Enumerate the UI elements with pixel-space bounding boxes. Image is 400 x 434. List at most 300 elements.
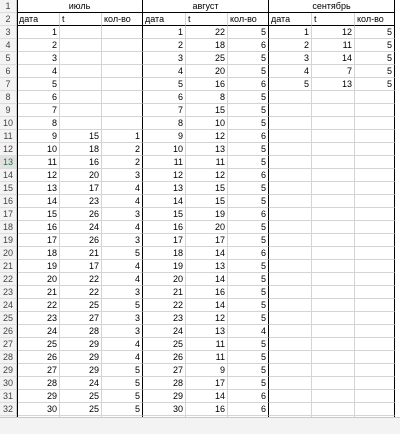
data-cell[interactable]: 14 (186, 247, 228, 260)
data-cell[interactable]: 14 (186, 273, 228, 286)
empty-cell[interactable] (312, 312, 355, 325)
empty-cell[interactable] (355, 390, 395, 403)
empty-cell[interactable] (355, 351, 395, 364)
empty-cell[interactable] (312, 156, 355, 169)
data-cell[interactable]: 17 (186, 377, 228, 390)
data-cell[interactable]: 21 (143, 286, 186, 299)
data-cell[interactable]: 13 (143, 182, 186, 195)
data-cell[interactable]: 29 (60, 364, 102, 377)
data-cell[interactable]: 16 (60, 156, 102, 169)
data-cell[interactable]: 10 (143, 143, 186, 156)
data-cell[interactable]: 13 (186, 325, 228, 338)
row-header[interactable]: 22 (0, 273, 17, 286)
data-cell[interactable]: 5 (228, 65, 269, 78)
data-cell[interactable]: 22 (186, 26, 228, 39)
empty-cell[interactable] (269, 312, 312, 325)
empty-cell[interactable] (269, 286, 312, 299)
empty-cell[interactable] (355, 338, 395, 351)
empty-cell[interactable] (102, 65, 143, 78)
row-header[interactable]: 16 (0, 195, 17, 208)
row-header[interactable]: 31 (0, 390, 17, 403)
empty-cell[interactable] (102, 26, 143, 39)
row-header[interactable]: 3 (0, 26, 17, 39)
data-cell[interactable]: 30 (17, 403, 60, 416)
data-cell[interactable]: 22 (17, 299, 60, 312)
data-cell[interactable]: 17 (143, 234, 186, 247)
data-cell[interactable]: 5 (228, 143, 269, 156)
empty-cell[interactable] (60, 39, 102, 52)
data-cell[interactable]: 5 (102, 390, 143, 403)
empty-cell[interactable] (355, 273, 395, 286)
row-header[interactable]: 7 (0, 78, 17, 91)
header-september[interactable]: сентябрь (269, 0, 395, 13)
data-cell[interactable]: 15 (186, 182, 228, 195)
data-cell[interactable]: 5 (355, 65, 395, 78)
row-header[interactable]: 32 (0, 403, 17, 416)
empty-cell[interactable] (60, 104, 102, 117)
empty-cell[interactable] (355, 195, 395, 208)
empty-cell[interactable] (355, 143, 395, 156)
column-header-t[interactable]: t (60, 13, 102, 26)
data-cell[interactable]: 8 (17, 117, 60, 130)
data-cell[interactable]: 20 (186, 65, 228, 78)
data-cell[interactable]: 17 (17, 234, 60, 247)
empty-cell[interactable] (355, 234, 395, 247)
data-cell[interactable]: 25 (60, 403, 102, 416)
data-cell[interactable]: 25 (17, 338, 60, 351)
data-cell[interactable]: 4 (102, 260, 143, 273)
empty-cell[interactable] (355, 169, 395, 182)
data-cell[interactable]: 17 (60, 182, 102, 195)
data-cell[interactable]: 20 (143, 273, 186, 286)
empty-cell[interactable] (269, 91, 312, 104)
data-cell[interactable]: 17 (186, 234, 228, 247)
data-cell[interactable]: 28 (143, 377, 186, 390)
data-cell[interactable]: 2 (143, 39, 186, 52)
data-cell[interactable]: 15 (186, 195, 228, 208)
data-cell[interactable]: 12 (186, 169, 228, 182)
empty-cell[interactable] (312, 247, 355, 260)
empty-cell[interactable] (60, 65, 102, 78)
data-cell[interactable]: 11 (312, 39, 355, 52)
data-cell[interactable]: 5 (228, 338, 269, 351)
data-cell[interactable]: 5 (355, 78, 395, 91)
empty-cell[interactable] (269, 325, 312, 338)
empty-cell[interactable] (102, 78, 143, 91)
empty-cell[interactable] (60, 26, 102, 39)
data-cell[interactable]: 15 (17, 208, 60, 221)
data-cell[interactable]: 8 (143, 117, 186, 130)
data-cell[interactable]: 12 (186, 130, 228, 143)
data-cell[interactable]: 4 (102, 182, 143, 195)
data-cell[interactable]: 2 (102, 143, 143, 156)
data-cell[interactable]: 4 (102, 351, 143, 364)
empty-cell[interactable] (355, 247, 395, 260)
empty-cell[interactable] (355, 208, 395, 221)
row-header[interactable]: 17 (0, 208, 17, 221)
empty-cell[interactable] (312, 338, 355, 351)
data-cell[interactable]: 6 (143, 91, 186, 104)
data-cell[interactable]: 26 (17, 351, 60, 364)
data-cell[interactable]: 16 (186, 286, 228, 299)
empty-cell[interactable] (269, 351, 312, 364)
empty-cell[interactable] (355, 221, 395, 234)
data-cell[interactable]: 5 (102, 403, 143, 416)
data-cell[interactable]: 5 (228, 195, 269, 208)
data-cell[interactable]: 5 (228, 117, 269, 130)
empty-cell[interactable] (312, 182, 355, 195)
empty-cell[interactable] (269, 117, 312, 130)
data-cell[interactable]: 11 (17, 156, 60, 169)
empty-cell[interactable] (269, 182, 312, 195)
data-cell[interactable]: 18 (143, 247, 186, 260)
row-header[interactable]: 28 (0, 351, 17, 364)
empty-cell[interactable] (312, 91, 355, 104)
data-cell[interactable]: 14 (186, 299, 228, 312)
row-header[interactable]: 6 (0, 65, 17, 78)
header-august[interactable]: август (143, 0, 269, 13)
data-cell[interactable]: 12 (17, 169, 60, 182)
data-cell[interactable]: 10 (17, 143, 60, 156)
data-cell[interactable]: 5 (228, 299, 269, 312)
data-cell[interactable]: 3 (102, 234, 143, 247)
data-cell[interactable]: 13 (17, 182, 60, 195)
data-cell[interactable]: 27 (143, 364, 186, 377)
row-header[interactable]: 10 (0, 117, 17, 130)
row-header[interactable]: 12 (0, 143, 17, 156)
data-cell[interactable]: 5 (269, 78, 312, 91)
row-header[interactable]: 27 (0, 338, 17, 351)
empty-cell[interactable] (355, 182, 395, 195)
empty-cell[interactable] (102, 39, 143, 52)
empty-cell[interactable] (312, 325, 355, 338)
row-header[interactable]: 25 (0, 312, 17, 325)
empty-cell[interactable] (355, 156, 395, 169)
data-cell[interactable]: 5 (355, 52, 395, 65)
data-cell[interactable]: 4 (17, 65, 60, 78)
data-cell[interactable]: 4 (269, 65, 312, 78)
data-cell[interactable]: 25 (60, 299, 102, 312)
empty-cell[interactable] (355, 325, 395, 338)
data-cell[interactable]: 14 (186, 390, 228, 403)
data-cell[interactable]: 12 (186, 312, 228, 325)
column-header-t[interactable]: t (186, 13, 228, 26)
data-cell[interactable]: 27 (17, 364, 60, 377)
data-cell[interactable]: 6 (228, 130, 269, 143)
data-cell[interactable]: 10 (186, 117, 228, 130)
empty-cell[interactable] (312, 169, 355, 182)
data-cell[interactable]: 5 (17, 78, 60, 91)
empty-cell[interactable] (269, 104, 312, 117)
empty-cell[interactable] (60, 91, 102, 104)
data-cell[interactable]: 12 (312, 26, 355, 39)
data-cell[interactable]: 5 (102, 299, 143, 312)
empty-cell[interactable] (102, 117, 143, 130)
data-cell[interactable]: 29 (60, 351, 102, 364)
data-cell[interactable]: 15 (143, 208, 186, 221)
row-header[interactable]: 1 (0, 0, 17, 13)
data-cell[interactable]: 29 (17, 390, 60, 403)
data-cell[interactable]: 11 (186, 338, 228, 351)
data-cell[interactable]: 5 (228, 52, 269, 65)
data-cell[interactable]: 14 (312, 52, 355, 65)
empty-cell[interactable] (355, 260, 395, 273)
empty-cell[interactable] (269, 143, 312, 156)
data-cell[interactable]: 5 (228, 182, 269, 195)
data-cell[interactable]: 23 (17, 312, 60, 325)
empty-cell[interactable] (269, 130, 312, 143)
data-cell[interactable]: 5 (228, 26, 269, 39)
data-cell[interactable]: 25 (60, 390, 102, 403)
empty-cell[interactable] (355, 299, 395, 312)
data-cell[interactable]: 15 (60, 130, 102, 143)
data-cell[interactable]: 22 (60, 273, 102, 286)
data-cell[interactable]: 20 (186, 221, 228, 234)
empty-cell[interactable] (312, 234, 355, 247)
data-cell[interactable]: 5 (228, 286, 269, 299)
data-cell[interactable]: 28 (60, 325, 102, 338)
empty-cell[interactable] (269, 364, 312, 377)
data-cell[interactable]: 12 (143, 169, 186, 182)
empty-cell[interactable] (269, 156, 312, 169)
column-header-count[interactable]: кол-во (102, 13, 143, 26)
data-cell[interactable]: 5 (228, 273, 269, 286)
row-header[interactable]: 21 (0, 260, 17, 273)
data-cell[interactable]: 3 (102, 169, 143, 182)
empty-cell[interactable] (355, 117, 395, 130)
column-header-count[interactable]: кол-во (355, 13, 395, 26)
data-cell[interactable]: 7 (312, 65, 355, 78)
empty-cell[interactable] (312, 221, 355, 234)
empty-cell[interactable] (312, 143, 355, 156)
row-header[interactable]: 15 (0, 182, 17, 195)
empty-cell[interactable] (269, 299, 312, 312)
column-header-t[interactable]: t (312, 13, 355, 26)
data-cell[interactable]: 3 (102, 325, 143, 338)
column-header-date[interactable]: дата (17, 13, 60, 26)
empty-cell[interactable] (102, 91, 143, 104)
data-cell[interactable]: 6 (228, 247, 269, 260)
empty-cell[interactable] (312, 390, 355, 403)
empty-cell[interactable] (355, 130, 395, 143)
data-cell[interactable]: 22 (143, 299, 186, 312)
row-header[interactable]: 24 (0, 299, 17, 312)
data-cell[interactable]: 30 (143, 403, 186, 416)
data-cell[interactable]: 18 (17, 247, 60, 260)
data-cell[interactable]: 14 (143, 195, 186, 208)
data-cell[interactable]: 7 (143, 104, 186, 117)
data-cell[interactable]: 20 (60, 169, 102, 182)
data-cell[interactable]: 5 (102, 247, 143, 260)
data-cell[interactable]: 20 (17, 273, 60, 286)
empty-cell[interactable] (269, 208, 312, 221)
data-cell[interactable]: 4 (102, 273, 143, 286)
data-cell[interactable]: 16 (143, 221, 186, 234)
data-cell[interactable]: 1 (143, 26, 186, 39)
data-cell[interactable]: 13 (186, 260, 228, 273)
data-cell[interactable]: 16 (17, 221, 60, 234)
empty-cell[interactable] (312, 403, 355, 416)
data-cell[interactable]: 5 (228, 377, 269, 390)
data-cell[interactable]: 5 (228, 156, 269, 169)
empty-cell[interactable] (355, 377, 395, 390)
data-cell[interactable]: 5 (102, 377, 143, 390)
data-cell[interactable]: 21 (60, 247, 102, 260)
data-cell[interactable]: 4 (102, 221, 143, 234)
row-header[interactable]: 4 (0, 39, 17, 52)
data-cell[interactable]: 5 (228, 234, 269, 247)
data-cell[interactable]: 27 (60, 312, 102, 325)
empty-cell[interactable] (355, 286, 395, 299)
data-cell[interactable]: 26 (60, 208, 102, 221)
data-cell[interactable]: 25 (143, 338, 186, 351)
empty-cell[interactable] (312, 299, 355, 312)
data-cell[interactable]: 4 (228, 325, 269, 338)
data-cell[interactable]: 5 (228, 260, 269, 273)
data-cell[interactable]: 18 (186, 39, 228, 52)
empty-cell[interactable] (269, 338, 312, 351)
row-header[interactable]: 5 (0, 52, 17, 65)
data-cell[interactable]: 2 (269, 39, 312, 52)
data-cell[interactable]: 5 (102, 364, 143, 377)
data-cell[interactable]: 26 (143, 351, 186, 364)
data-cell[interactable]: 5 (228, 312, 269, 325)
data-cell[interactable]: 11 (143, 156, 186, 169)
data-cell[interactable]: 6 (228, 169, 269, 182)
data-cell[interactable]: 29 (143, 390, 186, 403)
empty-cell[interactable] (355, 403, 395, 416)
row-header[interactable]: 18 (0, 221, 17, 234)
data-cell[interactable]: 6 (228, 39, 269, 52)
data-cell[interactable]: 19 (186, 208, 228, 221)
data-cell[interactable]: 24 (60, 377, 102, 390)
data-cell[interactable]: 11 (186, 351, 228, 364)
data-cell[interactable]: 15 (186, 104, 228, 117)
column-header-count[interactable]: кол-во (228, 13, 269, 26)
data-cell[interactable]: 3 (143, 52, 186, 65)
data-cell[interactable]: 24 (17, 325, 60, 338)
data-cell[interactable]: 3 (269, 52, 312, 65)
empty-cell[interactable] (269, 377, 312, 390)
empty-cell[interactable] (269, 260, 312, 273)
data-cell[interactable]: 1 (269, 26, 312, 39)
data-cell[interactable]: 19 (17, 260, 60, 273)
data-cell[interactable]: 26 (60, 234, 102, 247)
data-cell[interactable]: 1 (102, 130, 143, 143)
empty-cell[interactable] (355, 312, 395, 325)
column-header-date[interactable]: дата (269, 13, 312, 26)
empty-cell[interactable] (269, 195, 312, 208)
row-header[interactable]: 9 (0, 104, 17, 117)
data-cell[interactable]: 6 (228, 390, 269, 403)
row-header[interactable]: 2 (0, 13, 17, 26)
data-cell[interactable]: 24 (60, 221, 102, 234)
row-header[interactable]: 26 (0, 325, 17, 338)
data-cell[interactable]: 6 (228, 208, 269, 221)
empty-cell[interactable] (60, 52, 102, 65)
data-cell[interactable]: 19 (143, 260, 186, 273)
data-cell[interactable]: 5 (228, 91, 269, 104)
empty-cell[interactable] (312, 377, 355, 390)
data-cell[interactable]: 17 (60, 260, 102, 273)
data-cell[interactable]: 9 (186, 364, 228, 377)
data-cell[interactable]: 4 (102, 338, 143, 351)
empty-cell[interactable] (312, 208, 355, 221)
data-cell[interactable]: 5 (143, 78, 186, 91)
data-cell[interactable]: 6 (17, 91, 60, 104)
empty-cell[interactable] (269, 221, 312, 234)
empty-cell[interactable] (269, 390, 312, 403)
data-cell[interactable]: 5 (228, 221, 269, 234)
empty-cell[interactable] (312, 130, 355, 143)
data-cell[interactable]: 18 (60, 143, 102, 156)
data-cell[interactable]: 3 (102, 312, 143, 325)
data-cell[interactable]: 16 (186, 78, 228, 91)
row-header[interactable]: 29 (0, 364, 17, 377)
data-cell[interactable]: 2 (102, 156, 143, 169)
data-cell[interactable]: 5 (228, 104, 269, 117)
empty-cell[interactable] (269, 247, 312, 260)
data-cell[interactable]: 16 (186, 403, 228, 416)
header-july[interactable]: июль (17, 0, 143, 13)
data-cell[interactable]: 21 (17, 286, 60, 299)
column-header-date[interactable]: дата (143, 13, 186, 26)
data-cell[interactable]: 5 (355, 26, 395, 39)
data-cell[interactable]: 23 (143, 312, 186, 325)
empty-cell[interactable] (355, 364, 395, 377)
empty-cell[interactable] (312, 195, 355, 208)
data-cell[interactable]: 13 (312, 78, 355, 91)
data-cell[interactable]: 3 (102, 208, 143, 221)
empty-cell[interactable] (102, 104, 143, 117)
data-cell[interactable]: 29 (60, 338, 102, 351)
data-cell[interactable]: 14 (17, 195, 60, 208)
empty-cell[interactable] (60, 117, 102, 130)
data-cell[interactable]: 25 (186, 52, 228, 65)
data-cell[interactable]: 9 (143, 130, 186, 143)
empty-cell[interactable] (312, 351, 355, 364)
empty-cell[interactable] (312, 364, 355, 377)
data-cell[interactable]: 3 (17, 52, 60, 65)
data-cell[interactable]: 6 (228, 78, 269, 91)
data-cell[interactable]: 28 (17, 377, 60, 390)
row-header[interactable]: 8 (0, 91, 17, 104)
row-header[interactable]: 23 (0, 286, 17, 299)
row-header[interactable]: 14 (0, 169, 17, 182)
data-cell[interactable]: 3 (102, 286, 143, 299)
empty-cell[interactable] (60, 78, 102, 91)
empty-cell[interactable] (355, 91, 395, 104)
empty-cell[interactable] (312, 273, 355, 286)
data-cell[interactable]: 5 (228, 351, 269, 364)
row-header[interactable]: 20 (0, 247, 17, 260)
data-cell[interactable]: 1 (17, 26, 60, 39)
data-cell[interactable]: 5 (228, 364, 269, 377)
data-cell[interactable]: 9 (17, 130, 60, 143)
row-header[interactable]: 19 (0, 234, 17, 247)
data-cell[interactable]: 5 (355, 39, 395, 52)
data-cell[interactable]: 22 (60, 286, 102, 299)
empty-cell[interactable] (269, 403, 312, 416)
data-cell[interactable]: 23 (60, 195, 102, 208)
data-cell[interactable]: 2 (17, 39, 60, 52)
data-cell[interactable]: 7 (17, 104, 60, 117)
row-header[interactable]: 11 (0, 130, 17, 143)
data-cell[interactable]: 4 (143, 65, 186, 78)
data-cell[interactable]: 6 (228, 403, 269, 416)
empty-cell[interactable] (312, 104, 355, 117)
data-cell[interactable]: 11 (186, 156, 228, 169)
